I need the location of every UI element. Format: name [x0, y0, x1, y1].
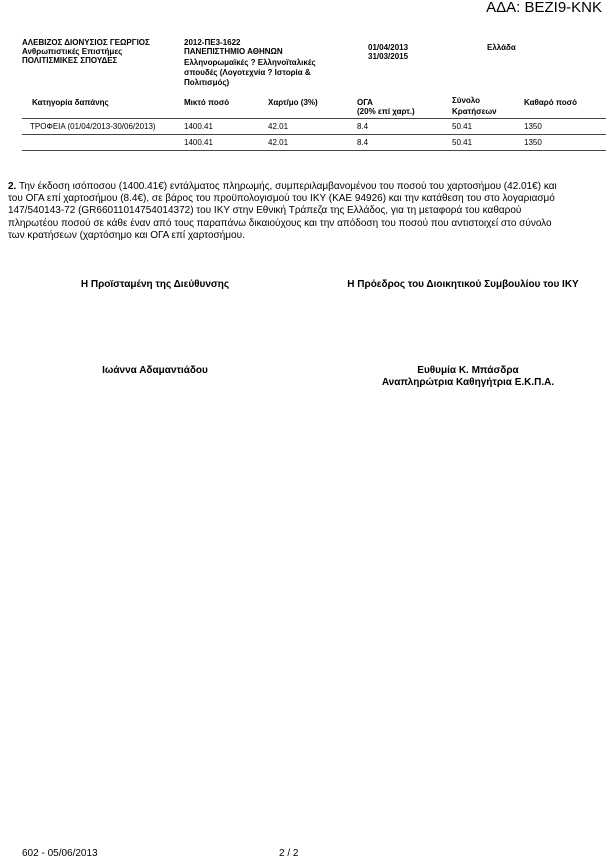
paragraph-line-1: Την έκδοση ισόποσου (1400.41€) εντάλματος πληρωμής, συμπεριλαμβανομένου του ποσού του χαρτοσήμου (42.01€) και	[16, 181, 557, 192]
row-gross: 1400.41	[184, 122, 213, 131]
total-net: 1350	[524, 138, 542, 147]
col-header-category: Κατηγορία δαπάνης	[32, 98, 109, 107]
table-bottom-rule	[22, 150, 606, 151]
row-category: ΤΡΟΦΕΙΑ (01/04/2013-30/06/2013)	[30, 122, 156, 131]
beneficiary-name: ΑΛΕΒΙΖΟΣ ΔΙΟΝΥΣΙΟΣ ΓΕΩΡΓΙΟΣ	[22, 38, 150, 47]
scholarship-code: 2012-ΠΕ3-1622	[184, 38, 241, 47]
col-header-oga: ΟΓΑ	[357, 98, 373, 107]
left-signatory-name: Ιωάννα Αδαμαντιάδου	[102, 365, 208, 376]
total-total: 50.41	[452, 138, 473, 147]
ada-code: ΑΔΑ: ΒΕΖΙ9-ΚΝΚ	[486, 0, 602, 16]
paragraph-line-5: των κρατήσεων (χαρτόσημο και ΟΓΑ επί χαρτοσήμου.	[8, 229, 245, 241]
paragraph-line-4: πληρωτέου ποσού σε κάθε έναν από τους παραπάνω δικαιούχους και την απόδοση του ποσού που αντιστοιχεί στο σύνολο	[8, 217, 552, 229]
table-row-rule	[22, 134, 606, 135]
col-header-total: Σύνολο	[452, 96, 481, 105]
university: ΠΑΝΕΠΙΣΤΗΜΙΟ ΑΘΗΝΩΝ	[184, 47, 283, 56]
right-signatory-role: Αναπληρώτρια Καθηγήτρια Ε.Κ.Π.Α.	[381, 377, 555, 388]
total-gross: 1400.41	[184, 138, 213, 147]
col-header-oga-note: (20% επί χαρτ.)	[357, 107, 415, 116]
col-header-net: Καθαρό ποσό	[524, 98, 577, 107]
col-header-total-2: Κρατήσεων	[452, 107, 497, 116]
paragraph-line-3: 147/540143-72 (GR6601101475401437​2) του ΙΚΥ στην Εθνική Τράπεζα της Ελλάδος, για τη μεταφορά του καθαρού	[8, 205, 522, 217]
decision-paragraph	[8, 181, 606, 242]
date-from: 01/04/2013	[368, 43, 409, 52]
row-stamp: 42.01	[268, 122, 289, 131]
table-header-rule	[22, 118, 606, 119]
total-oga: 8.4	[357, 138, 369, 147]
right-signatory-name: Ευθυμία Κ. Μπάσδρα	[417, 365, 519, 376]
left-signatory-title: Η Προϊσταμένη της Διεύθυνσης	[80, 279, 230, 290]
beneficiary-studies: ΠΟΛΙΤΙΣΜΙΚΕΣ ΣΠΟΥΔΕΣ	[22, 56, 118, 65]
program-line-3: Πολιτισμός)	[184, 78, 230, 87]
right-signatory-title: Η Πρόεδρος του Διοικητικού Συμβουλίου του ΙΚΥ	[347, 279, 579, 290]
row-net: 1350	[524, 122, 542, 131]
date-to: 31/03/2015	[368, 52, 409, 61]
row-oga: 8.4	[357, 122, 369, 131]
total-stamp: 42.01	[268, 138, 289, 147]
country: Ελλάδα	[487, 43, 516, 52]
footer-doc-ref: 602 - 05/06/2013	[22, 848, 98, 859]
col-header-stamp: Χαρτ/μο (3%)	[268, 98, 318, 107]
program-line-1: Ελληνορωμαϊκές ? Ελληνοϊταλικές	[184, 58, 316, 67]
row-total: 50.41	[452, 122, 473, 131]
paragraph-number: 2.	[8, 181, 17, 192]
program-line-2: σπουδές (Λογοτεχνία ? Ιστορία &	[184, 68, 311, 77]
paragraph-line-2: του ΟΓΑ επί χαρτοσήμου (8.4€), σε βάρος του προϋπολογισμού του ΙΚΥ (ΚΑΕ 94926) και την κατάθεση του στο λογαριασμό	[8, 193, 555, 205]
beneficiary-field: Ανθρωπιστικές Επιστήμες	[22, 47, 123, 56]
col-header-gross: Μικτό ποσό	[184, 98, 230, 107]
footer-page-number: 2 / 2	[279, 848, 299, 859]
